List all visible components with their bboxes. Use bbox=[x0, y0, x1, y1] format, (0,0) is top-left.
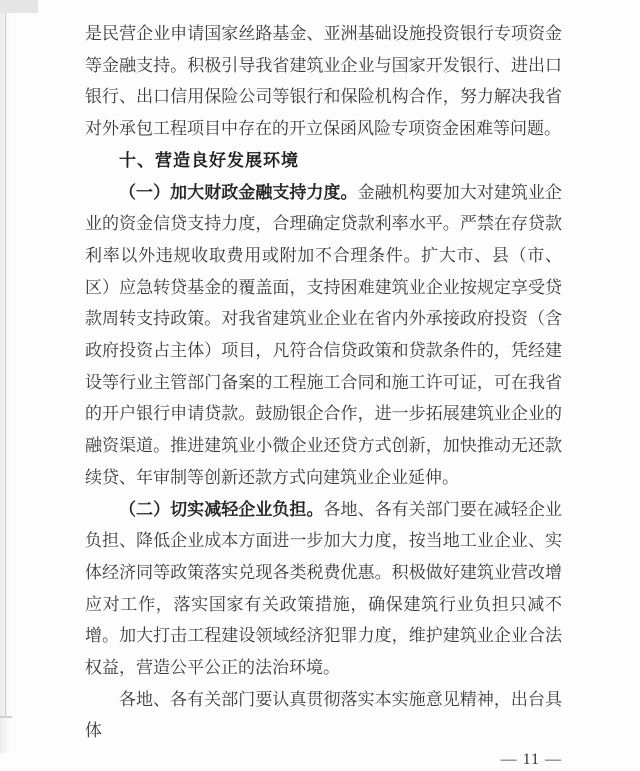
item-1-body: 金融机构要加大对建筑业企业的资金信贷支持力度，合理确定贷款利率水平。严禁在存贷款利率以外违规收取费用或附加不合理条件。扩大市、县（市、区）应急转贷基金的覆盖面，支持困难建筑业企业按规定享受贷款周转支持政策。对我省建筑业企业在省内外承接政府投资（含政府投资占主体）项目，凡符合信贷政策和贷款条件的，凭经建设等行业主管部门备案的工程施工合同和施工许可证，可在我省的开户银行申请贷款。鼓励银企合作，进一步拓展建筑业企业的融资渠道。推进建筑业小微企业还贷方式创新，加快推动无还款续贷、年审制等创新还款方式向建筑业企业延伸。 bbox=[85, 182, 563, 487]
paragraph-continuation: 是民营企业申请国家丝路基金、亚洲基础设施投资银行专项资金等金融支持。积极引导我省建筑业企业与国家开发银行、进出口银行、出口信用保险公司等银行和保险机构合作，努力解决我省对外承包工程项目中存在的开立保函风险专项资金困难等问题。 bbox=[85, 24, 562, 139]
item-2-body: 各地、各有关部门要在减轻企业负担、降低企业成本方面进一步加大力度，按当地工业企业、实体经济同等政策落实兑现各类税费优惠。积极做好建筑业营改增应对工作，落实国家有关政策措施，确保建筑行业负担只减不增。加大打击工程建设领域经济犯罪力度，维护建筑业企业合法权益，营造公平公正的法治环境。 bbox=[85, 499, 563, 678]
item-2-lead: （二）切实减轻企业负担。 bbox=[119, 499, 324, 519]
paragraph-item-1 bbox=[85, 177, 562, 494]
paragraph-closing: 各地、各有关部门要认真贯彻落实本实施意见精神，出台具体 bbox=[85, 689, 562, 741]
section-heading: 十、营造良好发展环境 bbox=[119, 150, 299, 170]
scan-edge-tick bbox=[0, 716, 12, 718]
page-body bbox=[85, 18, 562, 771]
paragraph-item-2 bbox=[85, 494, 562, 684]
page-number: — 11 — bbox=[500, 751, 562, 769]
scan-edge-line bbox=[5, 0, 6, 716]
item-1-lead: （一）加大财政金融支持力度。 bbox=[119, 182, 358, 202]
scan-corner-artifact bbox=[0, 0, 38, 13]
